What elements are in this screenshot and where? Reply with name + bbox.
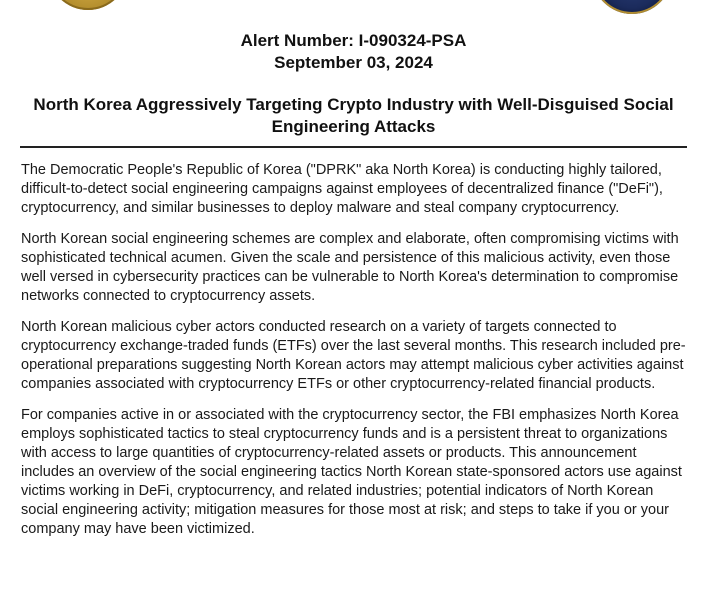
- paragraph-2: North Korean social engineering schemes are complex and elaborate, often compromising victims with sophisticated technical acumen. Given the scale and persistence of this malicious activity, even those well versed in cybersecurity practices can be vulnerable to North Korea's determination to compromise networks connected to cryptocurrency assets.: [21, 231, 679, 304]
- document-title: North Korea Aggressively Targeting Crypto Industry with Well-Disguised Social Engineering Attacks: [33, 95, 674, 136]
- alert-date: September 03, 2024: [274, 53, 433, 72]
- paragraph-4: For companies active in or associated with the cryptocurrency sector, the FBI emphasizes North Korea employs sophisticated tactics to steal cryptocurrency funds and is a persistent threat to organizations with access to large quantities of cryptocurrency-related assets or products. This announcement includes an overview of the social engineering tactics North Korean state-sponsored actors use against victims working in DeFi, cryptocurrency, and related industries; potential indicators of North Korean social engineering activity; mitigation measures for those most at risk; and steps to take if you or your company may have been victimized.: [21, 407, 682, 537]
- agency-seal-left: [48, 0, 128, 10]
- agency-seal-right: [592, 0, 672, 14]
- paragraph-1: The Democratic People's Republic of Korea ("DPRK" aka North Korea) is conducting highly tailored, difficult-to-detect social engineering campaigns against employees of decentralized finance ("DeFi"), cryptocurrency, and similar businesses to deploy malware and steal company cryptocurrency.: [21, 162, 663, 216]
- document-body: [21, 161, 693, 551]
- title-divider: [20, 146, 687, 148]
- alert-header: [0, 30, 707, 74]
- alert-number: Alert Number: I-090324-PSA: [240, 31, 467, 50]
- paragraph-3: North Korean malicious cyber actors conducted research on a variety of targets connected to cryptocurrency exchange-traded funds (ETFs) over the last several months. This research included pre-operational preparations suggesting North Korean actors may attempt malicious cyber activities against companies associated with cryptocurrency ETFs or other cryptocurrency-related financial products.: [21, 319, 686, 392]
